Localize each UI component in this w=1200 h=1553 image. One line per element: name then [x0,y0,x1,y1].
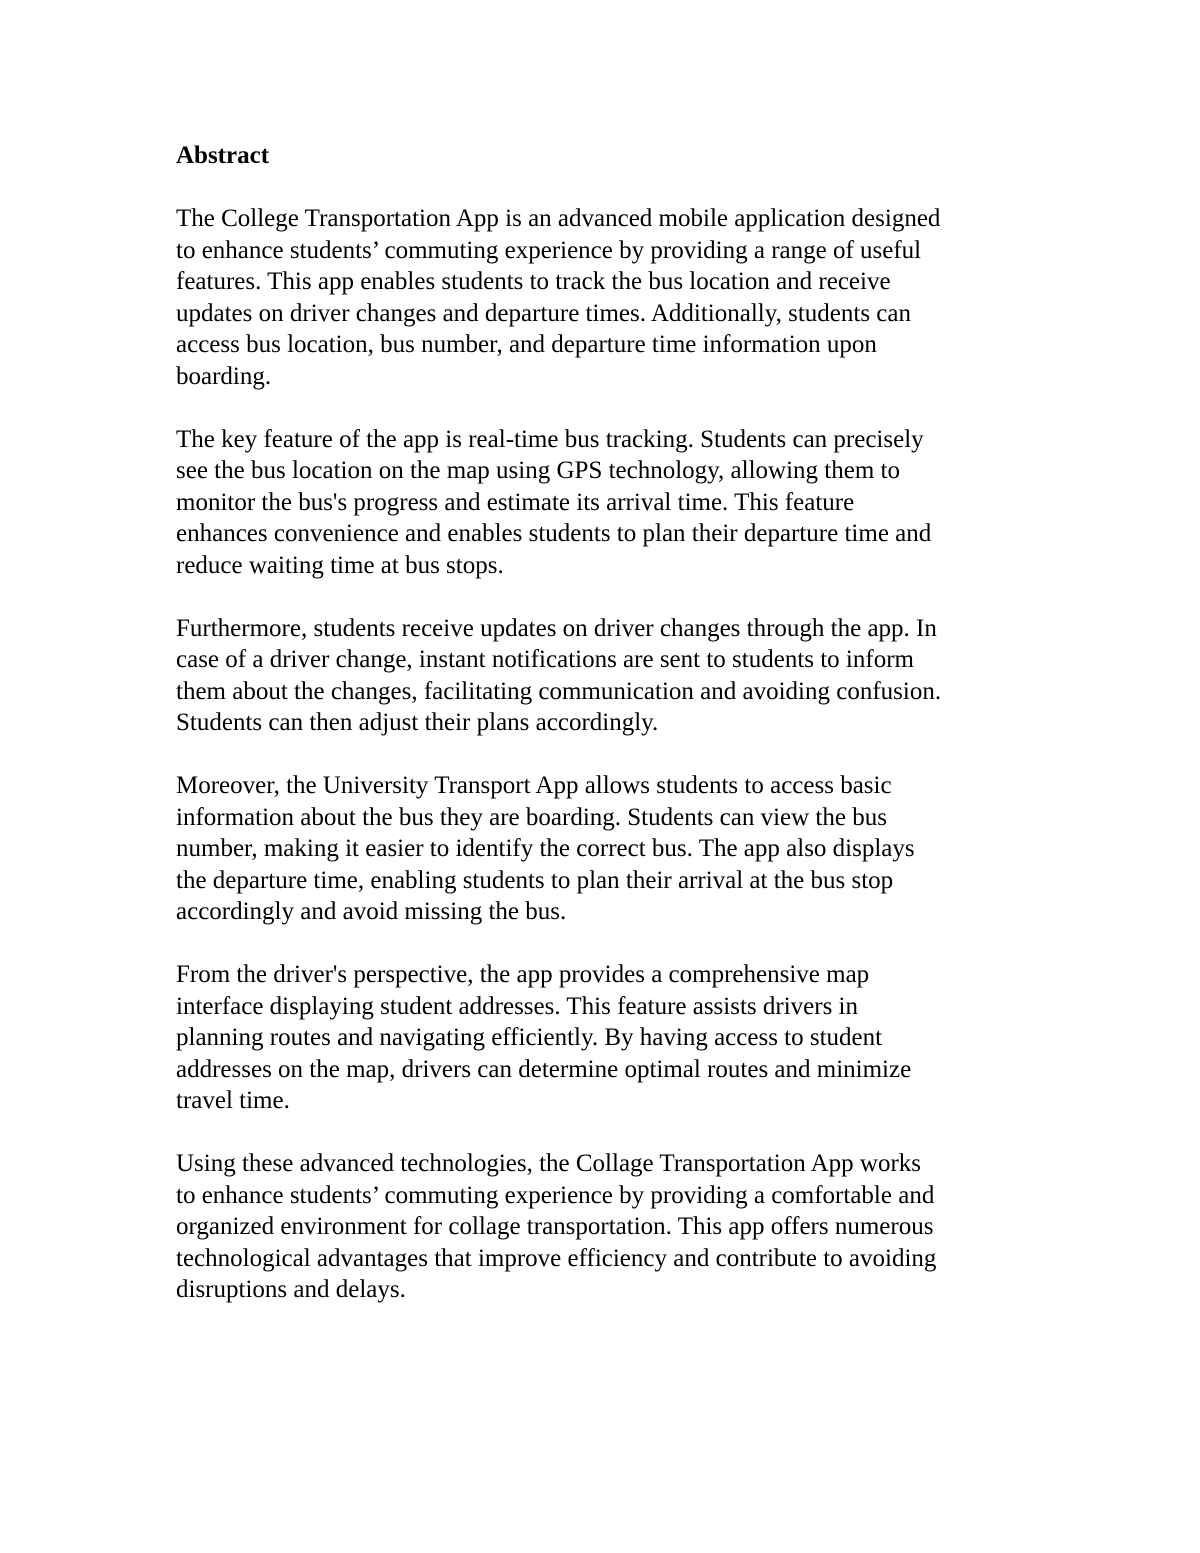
paragraph-line: to enhance students’ commuting experience by providing a comfortable and [176,1181,935,1209]
paragraph-list [176,203,1036,1306]
paragraph-line: monitor the bus's progress and estimate its arrival time. This feature [176,488,855,516]
paragraph-line: From the driver's perspective, the app provides a comprehensive map [176,961,870,988]
paragraph-line: Students can then adjust their plans accordingly. [176,709,659,736]
paragraph-2 [176,424,1036,582]
paragraph-line: reduce waiting time at bus stops. [176,551,504,579]
paragraph-line: the departure time, enabling students to plan their arrival at the bus stop [176,866,894,894]
paragraph-3 [176,613,1036,739]
paragraph-line: organized environment for collage transportation. This app offers numerous [176,1213,934,1240]
paragraph-line: case of a driver change, instant notifications are sent to students to inform [176,646,914,673]
paragraph-line: accordingly and avoid missing the bus. [176,898,567,925]
paragraph-line: Using these advanced technologies, the Collage Transportation App works [176,1150,922,1177]
paragraph-line: addresses on the map, drivers can determine optimal routes and minimize [176,1055,912,1083]
paragraph-line: interface displaying student addresses. This feature assists drivers in [176,992,859,1020]
paragraph-line: updates on driver changes and departure times. Additionally, students can [176,299,911,327]
paragraph-line: planning routes and navigating efficiently. By having access to student [176,1024,883,1051]
paragraph-line: technological advantages that improve efficiency and contribute to avoiding [176,1244,937,1272]
paragraph-line: Moreover, the University Transport App allows students to access basic [176,772,892,799]
paragraph-line: access bus location, bus number, and departure time information upon [176,331,877,358]
paragraph-6 [176,1148,1036,1306]
paragraph-4 [176,770,1036,928]
paragraph-line: information about the bus they are boarding. Students can view the bus [176,803,887,831]
paragraph-5 [176,959,1036,1117]
paragraph-line: them about the changes, facilitating communication and avoiding confusion. [176,677,942,705]
paragraph-line: The College Transportation App is an advanced mobile application designed [176,205,941,232]
paragraph-line: disruptions and delays. [176,1276,406,1303]
paragraph-line: Furthermore, students receive updates on driver changes through the app. In [176,614,937,642]
paragraph-line: number, making it easier to identify the correct bus. The app also displays [176,835,915,862]
paragraph-line: boarding. [176,362,272,390]
paragraph-line: enhances convenience and enables students to plan their departure time and [176,520,932,547]
paragraph-1 [176,203,1036,392]
paragraph-line: see the bus location on the map using GPS technology, allowing them to [176,457,900,484]
paragraph-line: travel time. [176,1087,290,1114]
abstract-heading: Abstract [176,142,270,169]
paragraph-line: features. This app enables students to track the bus location and receive [176,268,891,295]
paragraph-line: The key feature of the app is real-time bus tracking. Students can precisely [176,425,924,453]
document-body [176,140,1036,1337]
paragraph-line: to enhance students’ commuting experience by providing a range of useful [176,236,922,264]
